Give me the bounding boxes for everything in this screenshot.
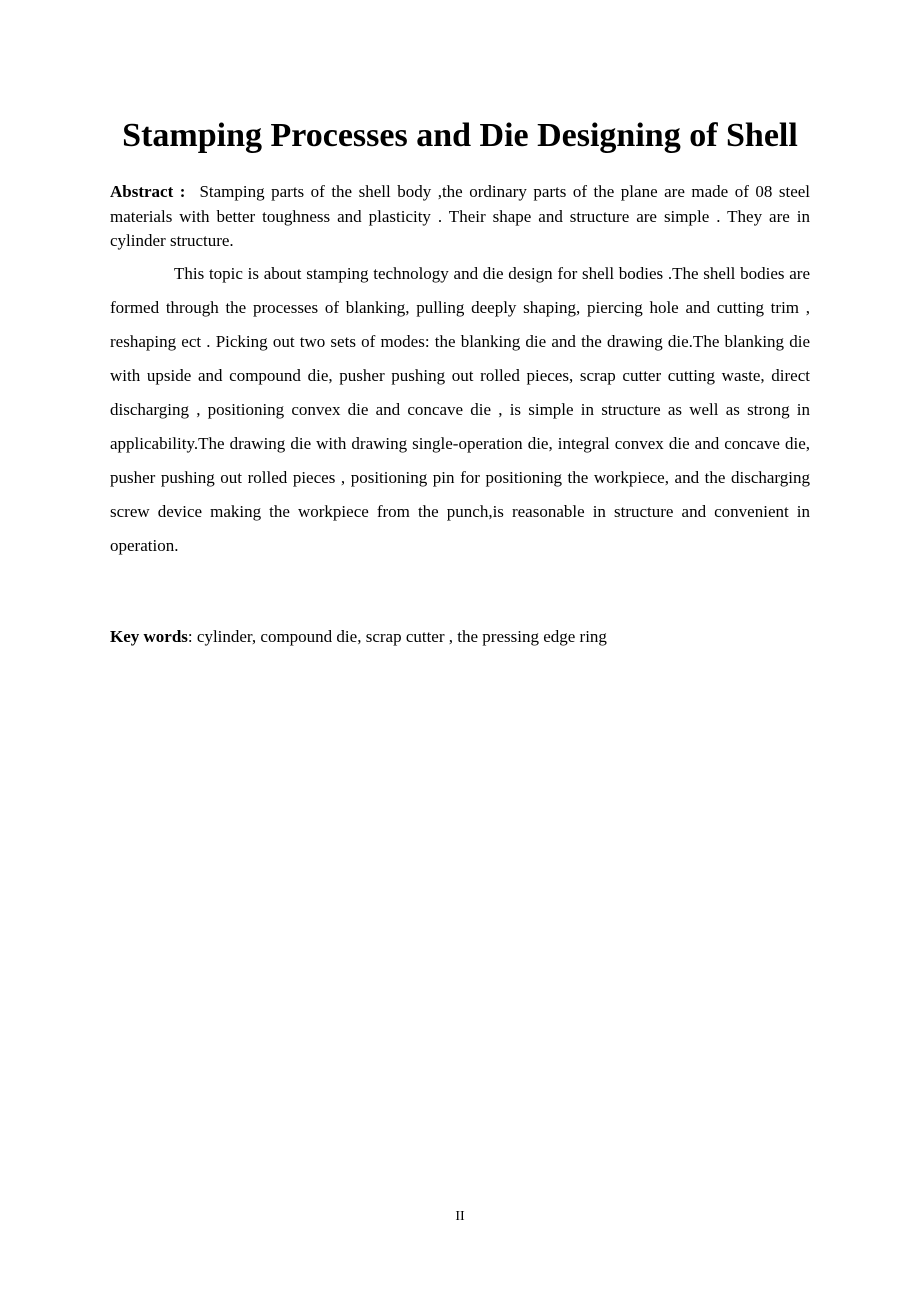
keywords-line <box>110 624 810 650</box>
keywords-text: : cylinder, compound die, scrap cutter , the pressing edge ring <box>187 627 607 646</box>
abstract-paragraph-2: This topic is about stamping technology and die design for shell bodies .The shell bodies are formed through the processes of blanking, pulling deeply shaping, piercing hole and cutting trim , reshaping ect . Picking out two sets of modes: the blanking die and the drawing die.The blanking die with upside and compound die, pusher pushing out rolled pieces, scrap cutter cutting waste, direct discharging , positioning convex die and concave die , is simple in structure as well as strong in applicability.The drawing die with drawing single-operation die, integral convex die and concave die, pusher pushing out rolled pieces , positioning pin for positioning the workpiece, and the discharging screw device making the workpiece from the punch,is reasonable in structure and convenient in operation. <box>110 264 810 555</box>
page-number: II <box>455 1209 465 1224</box>
page-title: Stamping Processes and Die Designing of Shell <box>122 117 798 154</box>
abstract-text-1: Stamping parts of the shell body ,the ordinary parts of the plane are made of 08 steel materials with better toughness and plasticity . Their shape and structure are simple . They are in cylinder structure. <box>110 182 811 250</box>
abstract-label: Abstract : <box>110 182 186 201</box>
abstract-paragraph-1 <box>110 180 810 254</box>
keywords-label: Key words <box>110 627 188 646</box>
